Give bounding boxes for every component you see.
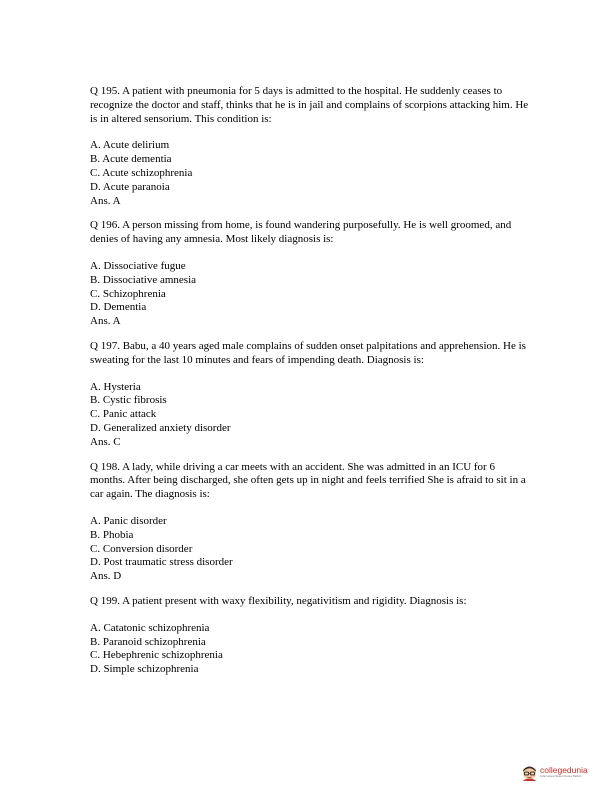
option-a: A. Hysteria [90,380,141,393]
option-b: B. Cystic fibrosis [90,394,167,407]
question-195 [90,85,530,208]
question-text: Q 196. A person missing from home, is found wandering purposefully. He is well groomed, and denies of having any amnesia. Most likely diagnosis is: [90,219,512,246]
options [90,622,530,677]
question-text: Q 197. Babu, a 40 years aged male complains of sudden onset palpitations and apprehension. He is sweating for the last 10 minutes and fears of impending death. Diagnosis is: [90,339,526,366]
option-c: C. Schizophrenia [90,287,166,300]
logo-text [540,766,588,778]
logo-tagline: India's largest Student Review Platform [540,775,582,778]
question-text: Q 198. A lady, while driving a car meets with an accident. She was admitted in an ICU for 6 months. After being discharged, she often gets up in night and feels terrified She is afraid to sit in a car again. The diagnosis is: [90,460,526,501]
option-b: B. Phobia [90,528,134,541]
question-text: Q 195. A patient with pneumonia for 5 days is admitted to the hospital. He suddenly ceases to recognize the doctor and staff, thinks that he is in jail and complains of scorpions attacking him. He is in altered sensorium. This condition is: [90,85,529,125]
option-a: A. Acute delirium [90,139,170,152]
option-a: A. Catatonic schizophrenia [90,621,210,634]
option-c: C. Hebephrenic schizophrenia [90,649,223,662]
question-198 [90,461,530,584]
option-c: C. Panic attack [90,408,157,421]
option-c: C. Acute schizophrenia [90,166,193,179]
collegedunia-logo [521,759,601,785]
options [90,139,530,208]
answer: Ans. A [90,315,121,328]
question-196 [90,219,530,329]
options [90,381,530,450]
answer: Ans. A [90,194,121,207]
question-list [90,85,530,688]
answer: Ans. C [90,435,121,448]
answer: Ans. D [90,570,122,583]
option-b: B. Dissociative amnesia [90,273,197,286]
option-d: D. Generalized anxiety disorder [90,421,231,434]
options [90,515,530,584]
option-a: A. Dissociative fugue [90,259,186,272]
option-c: C. Conversion disorder [90,542,193,555]
option-d: D. Dementia [90,301,147,314]
option-d: D. Simple schizophrenia [90,663,199,676]
option-b: B. Paranoid schizophrenia [90,635,206,648]
student-mascot-icon [521,764,538,781]
option-a: A. Panic disorder [90,514,167,527]
options [90,260,530,329]
option-d: D. Acute paranoia [90,180,170,193]
option-b: B. Acute dementia [90,153,172,166]
option-d: D. Post traumatic stress disorder [90,556,233,569]
logo-name: collegedunia [540,765,588,775]
question-text: Q 199. A patient present with waxy flexibility, negativitism and rigidity. Diagnosis is: [90,594,467,607]
question-199 [90,595,530,677]
question-197 [90,340,530,450]
